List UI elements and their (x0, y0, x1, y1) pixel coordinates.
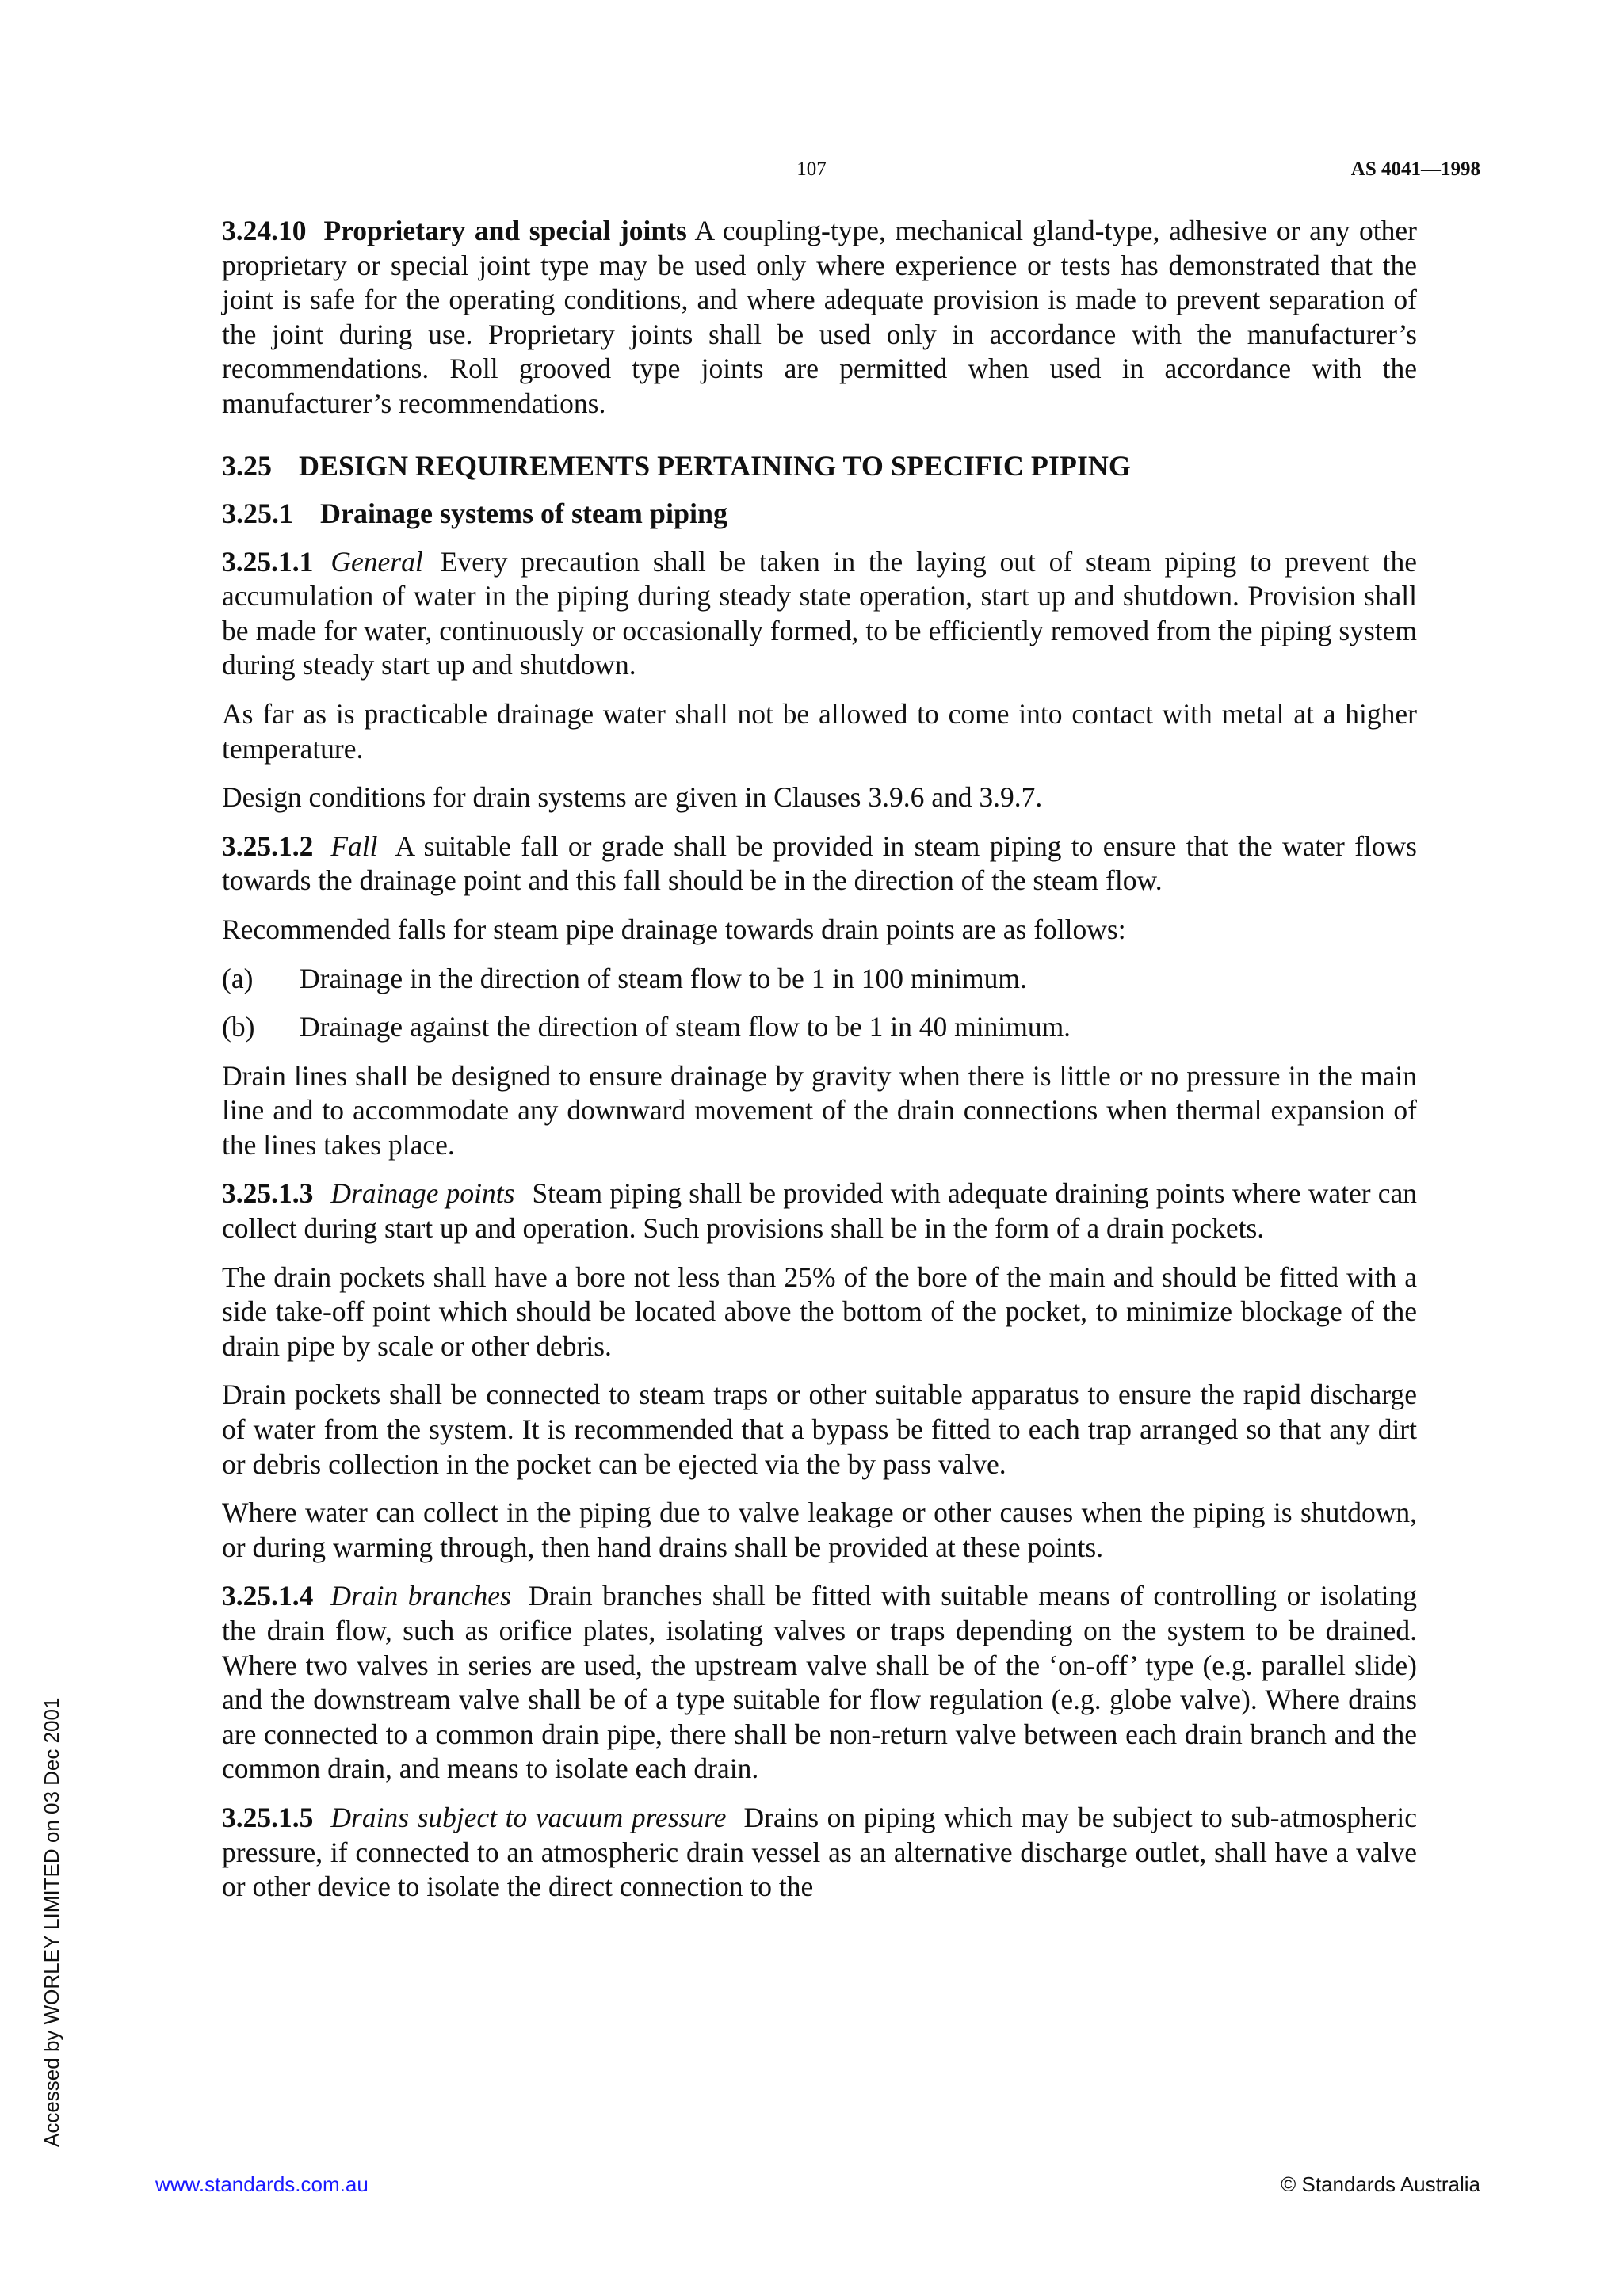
clause-text: Every precaution shall be taken in the laying out of steam piping to prevent the accumulation of water in the piping during steady state operation, start up and shutdown. Provision shall be made for water, continuously or occasionally formed, to be efficiently removed from the piping system during steady start up and shutdown. (222, 545, 1417, 681)
clause-3-24-10 (222, 214, 1417, 421)
copyright-notice: © Standards Australia (1281, 2172, 1480, 2196)
clause-text: A coupling-type, mechanical gland-type, adhesive or any other proprietary or special joint type may be used only where experience or tests has demonstrated that the joint is safe for the operating conditions, and where adequate provision is made to prevent separation of the joint during use. Proprietary joints shall be used only in accordance with the manufacturer’s recommendations. Roll grooved type joints are permitted when used in accordance with the manufacturer’s recommendations. (222, 215, 1417, 419)
list-label: (a) (222, 962, 254, 994)
clause-number: 3.24.10 (222, 215, 307, 246)
section-title: DESIGN REQUIREMENTS PERTAINING TO SPECIFIC PIPING (299, 449, 1131, 482)
clause-title: Fall (330, 830, 378, 862)
list-item (222, 962, 1417, 997)
clause-text: Drain branches shall be fitted with suitable means of controlling or isolating the drain flow, such as orifice plates, isolating valves or traps depending on the system to be drained. Where two valves in series are used, the upstream valve shall be of the ‘on-off’ type (e.g. parallel slide) and the downstream valve shall be of a type suitable for flow regulation (e.g. globe valve). Where drains are connected to a common drain pipe, there shall be non-return valve between each drain branch and the common drain, and means to isolate each drain. (222, 1580, 1417, 1785)
paragraph: Design conditions for drain systems are given in Clauses 3.9.6 and 3.9.7. (222, 781, 1043, 814)
clause-3-25-1-4 (222, 1579, 1417, 1787)
subsection-heading (222, 496, 1417, 531)
page-number: 107 (796, 158, 827, 180)
clause-title: Drainage points (330, 1177, 515, 1210)
paragraph: Recommended falls for steam pipe drainage towards drain points are as follows: (222, 913, 1126, 945)
clause-number: 3.25.1.1 (222, 545, 314, 578)
clause-number: 3.25.1.2 (222, 830, 314, 862)
list-label: (b) (222, 1011, 255, 1043)
subsection-title: Drainage systems of steam piping (320, 497, 727, 529)
list-item (222, 1010, 1417, 1045)
clause-text: A suitable fall or grade shall be provided in steam piping to ensure that the water flows towards the drainage point and this fall should be in the direction of the steam flow. (222, 830, 1417, 897)
clause-number: 3.25.1.3 (222, 1177, 314, 1210)
clause-title: Drains subject to vacuum pressure (330, 1801, 727, 1833)
clause-3-25-1-2 (222, 830, 1417, 898)
list-text: Drainage in the direction of steam flow to be 1 in 100 minimum. (300, 962, 1027, 994)
clause-number: 3.25.1.4 (222, 1580, 314, 1612)
clause-3-25-1-1 (222, 545, 1417, 683)
clause-text: Steam piping shall be provided with adequate draining points where water can collect during start up and operation. Such provisions shall be in the form of a drain pockets. (222, 1177, 1417, 1245)
list-text: Drainage against the direction of steam flow to be 1 in 40 minimum. (300, 1011, 1071, 1043)
clause-title: Proprietary and special joints (323, 215, 687, 246)
paragraph: Where water can collect in the piping due to valve leakage or other causes when the piping is shutdown, or during warming through, then hand drains shall be provided at these points. (222, 1497, 1417, 1563)
section-heading (222, 448, 1417, 483)
paragraph: Drain lines shall be designed to ensure drainage by gravity when there is little or no pressure in the main line and to accommodate any downward movement of the drain connections when thermal expansion of the lines takes place. (222, 1059, 1417, 1161)
clause-number: 3.25.1.5 (222, 1801, 314, 1833)
paragraph: Drain pockets shall be connected to steam traps or other suitable apparatus to ensure the rapid discharge of water from the system. It is recommended that a bypass be fitted to each trap arranged so that any dirt or debris collection in the pocket can be ejected via the by pass valve. (222, 1379, 1417, 1480)
clause-3-25-1-3 (222, 1177, 1417, 1245)
document-body (222, 214, 1417, 1919)
clause-3-25-1-5 (222, 1801, 1417, 1905)
section-number: 3.25 (222, 449, 272, 482)
clause-title: Drain branches (330, 1580, 511, 1612)
website-link[interactable]: www.standards.com.au (155, 2172, 369, 2196)
clause-title: General (330, 545, 423, 578)
paragraph: The drain pockets shall have a bore not less than 25% of the bore of the main and should be fitted with a side take-off point which should be located above the bottom of the pocket, to minimize blockage of the drain pipe by scale or other debris. (222, 1261, 1417, 1362)
access-watermark: Accessed by WORLEY LIMITED on 03 Dec 2001 (40, 1697, 63, 2147)
standard-reference: AS 4041—1998 (1350, 158, 1480, 180)
clause-text: Drains on piping which may be subject to sub-atmospheric pressure, if connected to an atmospheric drain vessel as an alternative discharge outlet, shall have a valve or other device to isolate the direct connection to the (222, 1801, 1417, 1903)
subsection-number: 3.25.1 (222, 497, 293, 529)
paragraph: As far as is practicable drainage water shall not be allowed to come into contact with metal at a higher temperature. (222, 697, 1417, 765)
